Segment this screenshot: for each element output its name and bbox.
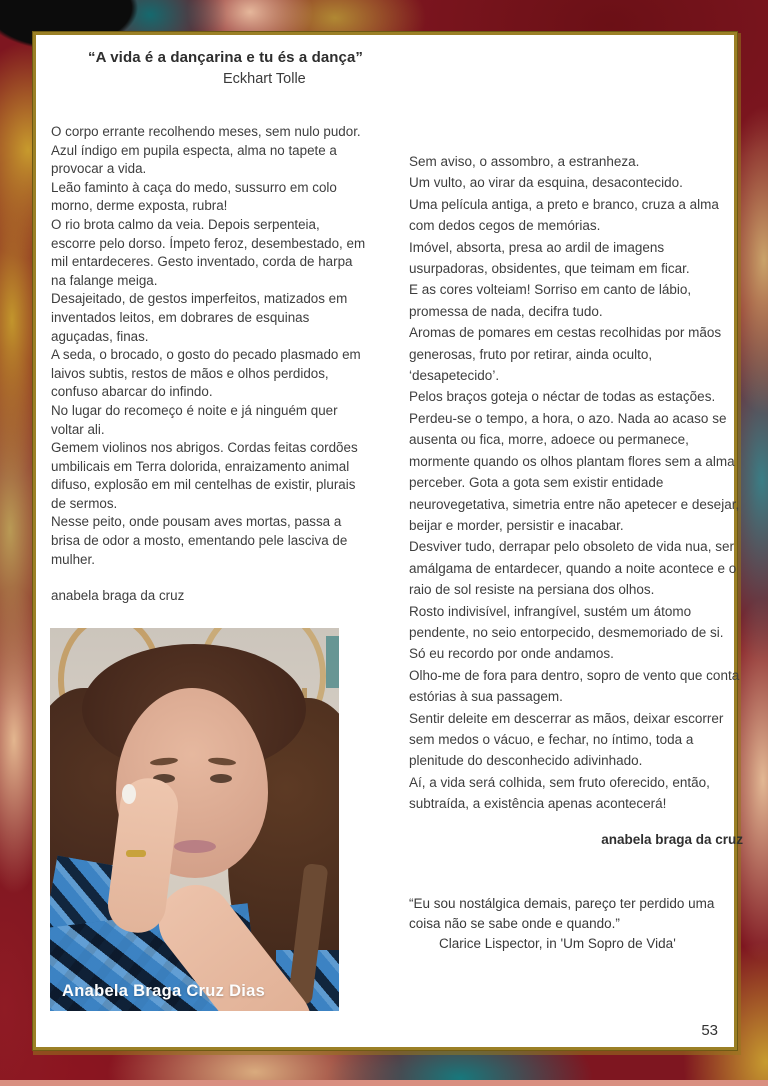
background-detail <box>326 636 339 688</box>
poem-paragraph: Leão faminto à caça do medo, sussurro em colo morno, derme exposta, rubra! <box>51 179 337 214</box>
poem-paragraph: Olho-me de fora para dentro, sopro de vento que conta estórias à sua passagem. <box>409 667 740 705</box>
poem-paragraph: Um vulto, ao virar da esquina, desacontecido. <box>409 175 683 191</box>
poem-paragraph: Uma película antiga, a preto e branco, cruza a alma com dedos cegos de memórias. <box>409 196 719 234</box>
poem-paragraph: Só eu recordo por onde andamos. <box>409 646 614 662</box>
poem-paragraph: Perdeu-se o tempo, a hora, o azo. Nada ao acaso se ausenta ou fica, morre, adoece ou permanece, mormente quando os olhos plantam flores sem a alma perceber. Gota a gota sem existir entidade neurovegetativa, simetria entre não apetecer e desejar, beijar e morder, persistir e inacabar. <box>409 410 740 533</box>
left-poem-column <box>51 123 367 606</box>
poem-paragraph: Gemem violinos nos abrigos. Cordas feitas cordões umbilicais em Terra dolorida, enraizamento animal difuso, explosão em mil centelhas de existir, plurais de sermos. <box>51 440 358 511</box>
eye-shape <box>210 774 232 783</box>
poem-paragraph: Desviver tudo, derrapar pelo obsoleto de vida nua, ser amálgama de entardecer, quando a noite acontece e o raio de sol resiste na persiana dos olhos. <box>409 539 737 598</box>
author-photo <box>50 628 339 1011</box>
poem-paragraph: Aí, a vida será colhida, sem fruto oferecido, então, subtraída, a existência apenas acontecerá! <box>409 774 710 812</box>
fingernail-shape <box>122 784 136 804</box>
header-quote-author: Eckhart Tolle <box>223 71 306 87</box>
magazine-page <box>33 32 743 1050</box>
page-number: 53 <box>701 1022 718 1039</box>
poem-paragraph: Aromas de pomares em cestas recolhidas por mãos generosas, fruto por retirar, ainda oculto, ‘desapetecido’. <box>409 325 722 384</box>
author-signature-right: anabela braga da cruz <box>601 831 743 847</box>
photo-caption: Anabela Braga Cruz Dias <box>62 982 266 1000</box>
poem-paragraph: O corpo errante recolhendo meses, sem nulo pudor. Azul índigo em pupila especta, alma no tapete a provocar a vida. <box>51 124 361 177</box>
poem-paragraph: O rio brota calmo da veia. Depois serpenteia, escorre pelo dorso. Ímpeto feroz, desembestado, em mil entardeceres. Gesto inventado, corda de harpa na falange meiga. <box>51 216 366 288</box>
poem-paragraph: A seda, o brocado, o gosto do pecado plasmado em laivos subtis, restos de mãos e olhos perdidos, confuso abarcar do infindo. <box>51 347 361 400</box>
right-poem-column <box>409 151 743 954</box>
poem-paragraph: No lugar do recomeço é noite e já ninguém quer voltar ali. <box>51 402 338 437</box>
lips-shape <box>174 840 216 853</box>
poem-paragraph: Imóvel, absorta, presa ao ardil de imagens usurpadoras, obsidentes, que teimam em ficar. <box>409 239 690 277</box>
poem-paragraph: E as cores volteiam! Sorriso em canto de lábio, promessa de nada, decifra tudo. <box>409 282 692 319</box>
footer-quote-text: “Eu sou nostálgica demais, pareço ter perdido uma coisa não se sabe onde e quando.” <box>409 896 715 931</box>
header-quote-text: “A vida é a dançarina e tu és a dança” <box>88 49 364 66</box>
ring-shape <box>126 850 146 857</box>
footer-quote-attribution: Clarice Lispector, in 'Um Sopro de Vida' <box>439 936 676 951</box>
poem-paragraph: Desajeitado, de gestos imperfeitos, matizados em inventados leitos, em dobrares de esquinas aguçadas, finas. <box>51 291 348 344</box>
footer-quote <box>409 894 743 954</box>
poem-paragraph: Pelos braços goteja o néctar de todas as estações. <box>409 389 716 405</box>
poem-paragraph: Sentir deleite em descerrar as mãos, deixar escorrer sem medos o vácuo, e fechar, no íntimo, toda a plenitude do desconhecido adivinhado. <box>409 710 724 769</box>
author-signature-left: anabela braga da cruz <box>51 588 185 604</box>
poem-paragraph: Sem aviso, o assombro, a estranheza. <box>409 154 640 169</box>
poem-paragraph: Rosto indivisível, infrangível, sustém um átomo pendente, no seio entorpecido, desmemoriado de si. <box>409 603 724 640</box>
poem-paragraph: Nesse peito, onde pousam aves mortas, passa a brisa de odor a mosto, ementando pele lasciva de mulher. <box>51 514 348 567</box>
